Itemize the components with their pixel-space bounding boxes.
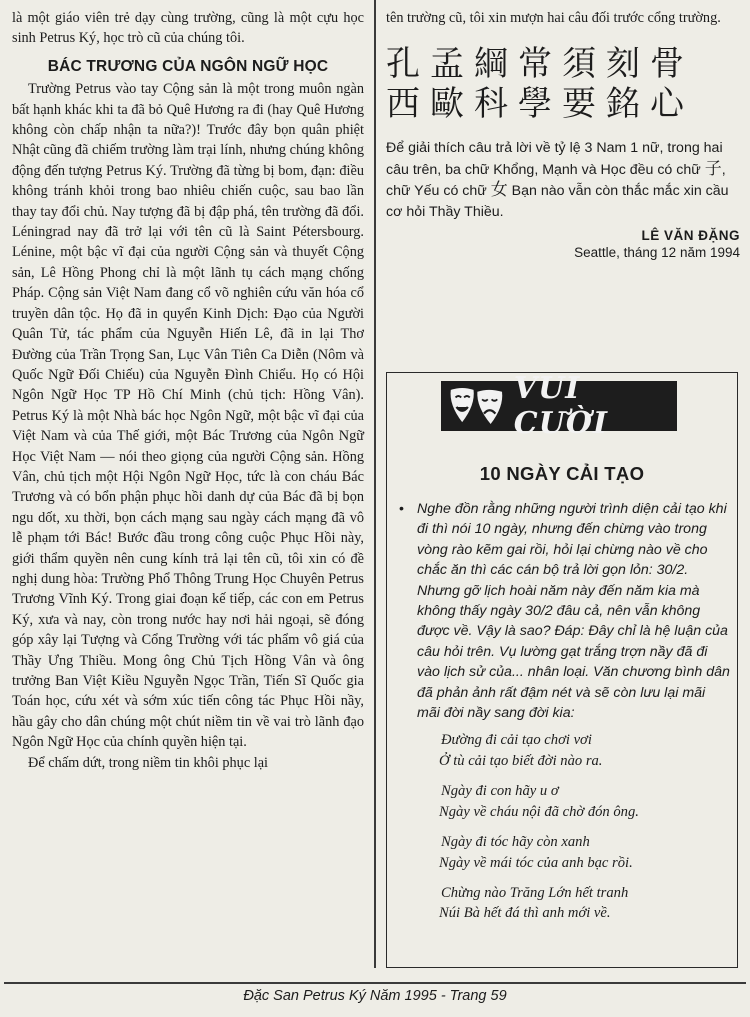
vui-cuoi-banner [441,371,677,441]
explain-text-2: , chữ Yếu có chữ [386,161,726,200]
poem-line: Ở tù cải tạo biết đời nào ra. [439,752,603,769]
dateline: Seattle, tháng 12 năm 1994 [574,245,740,261]
explanation-paragraph [386,138,740,222]
chinese-couplet [386,44,740,124]
closing-paragraph: Để chấm dứt, trong niềm tin khôi phục lại [28,754,269,771]
poem-line: Ngày đi tóc hãy còn xanh [441,834,590,851]
poem-line: Ngày về mái tóc của anh bạc rồi. [439,854,633,871]
poem-line: Ngày đi con hãy u ơ [441,783,559,800]
page-footer: Đặc San Petrus Ký Năm 1995 - Trang 59 [243,988,507,1004]
theater-masks-icon [447,383,506,429]
couplet-line-2: 西歐科學要銘心 [386,84,694,125]
section-heading: BÁC TRƯƠNG CỦA NGÔN NGỮ HỌC [47,57,329,75]
poem-stanza [441,883,731,924]
poem-line: Đường đi cải tạo chơi vơi [441,732,592,749]
box-paragraph-text: Nghe đồn rằng những người trình diện cải tạo khi đi thì nói 10 ngày, nhưng đến chừng vào trong vòng rào kẽm gai rồi, hỏi lại chừng nào về cho chắc ăn thì các cán bộ trả lời gọn lỏn: 30/2. Nhưng gỡ lịch hoài năm này đến năm kia mà không thấy ngày 30/2 đâu cả, nên vẫn không được về. Vậy là sao? Đáp: Đây chỉ là hệ luận của câu hỏi trên. Vụ lường gạt trắng trợn nầy đã đi vào lịch sử của... nhân loại. Văn chương bình dân đã phản ảnh rất đậm nét và sẽ còn lưu lại mãi mãi đời nầy sang đời kia: [417,501,730,722]
poem-line: Núi Bà hết đá thì anh mới về. [439,905,611,922]
char-zi: 子 [704,158,722,179]
body-paragraph: Trường Petrus vào tay Cộng sản là một trong muôn ngàn bất hạnh khác khi ta đã bỏ Quê Hương ra đi (hay Quê Hương không còn chấp nhận ta nữa?)! Trước đây bọn quân phiệt Nhật cũng đã chiếm trường làm trại lính, nhưng chúng không động đến tượng Petrus Ký. Trường đã từng bị bom, đạn: điều không tránh khỏi trong bao nhiêu chiến cuộc, sau bao lần thay tay đổi chủ. Nay tượng đã bị đập phá, tên trường đã đổi. Léningrad nay đã trở lại với tên cũ là Saint Pétersbourg. Lénine, một bậc vĩ đại của người Cộng sản và thuyết Cộng sản, Lê Hồng Phong chỉ là một lãnh tụ cách mạng chống Pháp. Cộng sản Việt Nam đang cổ võ nghiên cứu văn hóa cổ truyền dân tộc. Họ đã in quyển Kinh Dịch: Đạo của Người Quân Tử, tác phẩm của Nguyễn Hiến Lê, đã in lại Thơ Đường của Trần Trọng San, Lục Vân Tiên Ca Diễn (Nôm và Quốc Ngữ Đối Chiếu) của Nguyễn Đình Chiểu. Họ có Hội Ngôn Ngữ Học TP Hồ Chí Minh (chủ tịch: Hồng Vân). Petrus Ký là một Nhà bác học Ngôn Ngữ, một bậc vĩ đại của Việt Nam và của Thế giới, một Bác Trương của Ngôn Ngữ Học Việt Nam — nói theo giọng của người Cộng sản. Hồng Vân, chủ tịch một Hội Ngôn Ngữ Học, tức là con cháu Bác Trương và có bổn phận phục hồi danh dự của Bác đã bị bọn ngu dốt, xu thời, bọn cách mạng sau ngày cách mạng đã vô lễ phạm tới Bác! Bước đầu trong công cuộc Phục Hồi này, giới thẩm quyền nên cung kính trả lại tên cũ, tôi xin có đề nghị dung hòa: Trường Phổ Thông Trung Học Chuyên Petrus Trương Vĩnh Ký. Trong giai đoạn kế tiếp, các con em Petrus Ký, xưa và nay, còn trong nước hay nơi hải ngoại, sẽ đóng góp xây lại Tượng và Cổng Trường với tác phẩm vô giá của Thầy Ưng Thiều. Mong ông Chủ Tịch Hồng Vân và ông trưởng Ban Việt Kiều Nguyễn Ngọc Trần, Tiến Sĩ Quốc gia Toán học, cứu xét và sớm xúc tiến công tác Phục Hồi nầy, hầu gây cho dân chúng một chút niềm tin về vai trò lãnh đạo Ngôn Ngữ Học của chính quyền hiện tại. [12,81,364,751]
box-paragraph [397,499,731,723]
box-body [397,499,731,934]
box-title: 10 NGÀY CẢI TẠO [479,463,645,484]
banner-label: VUI CƯỜI [513,371,609,441]
intro-paragraph: là một giáo viên trẻ dạy cùng trường, cũng là một cựu học sinh Petrus Ký, học trò cũ của chúng tôi. [12,10,364,47]
explain-text-1: Để giải thích câu trả lời về tỷ lệ 3 Nam 1 nữ, trong hai câu trên, ba chữ Khổng, Mạnh và Học đều có chữ [386,140,723,178]
poem-line: Ngày về cháu nội đã chờ đón ông. [439,803,639,820]
author-name: LÊ VĂN ĐẶNG [641,228,740,244]
folk-poem [441,730,731,923]
bullet: • [399,501,404,517]
explain-text-3: Bạn nào vẫn còn thắc mắc xin cầu cơ hỏi Thầy Thiều. [386,183,729,220]
column-divider [374,0,376,968]
right-column [386,8,740,260]
left-column [12,8,364,773]
footer-divider [4,982,746,984]
couplet-line-1: 孔孟綱常須刻骨 [386,44,694,85]
humor-box [386,372,738,968]
poem-stanza [441,832,731,873]
poem-stanza [441,781,731,822]
poem-line: Chừng nào Trăng Lớn hết tranh [441,884,629,901]
continuation-text: tên trường cũ, tôi xin mượn hai câu đối trước cổng trường. [386,10,721,26]
poem-stanza [441,730,731,771]
char-nu: 女 [490,180,508,201]
